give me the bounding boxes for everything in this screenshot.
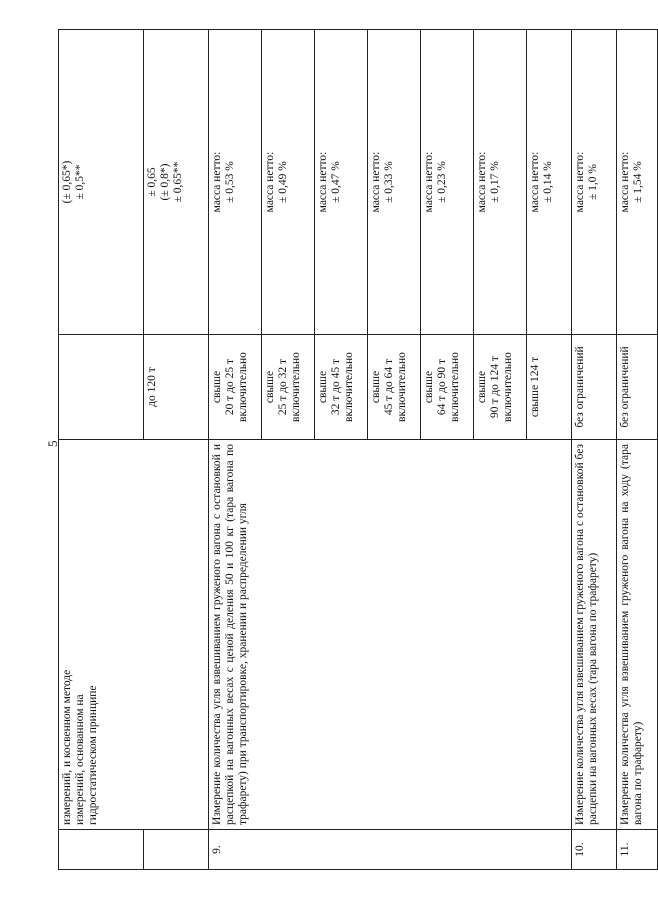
error-line: масса нетто:	[370, 151, 382, 213]
range-cell: без ограничений	[617, 335, 658, 440]
error-line: масса нетто:	[423, 151, 435, 213]
range-cell: до 120 т	[144, 335, 209, 440]
range-line: свыше	[423, 370, 435, 404]
range-line: свыше	[370, 370, 382, 404]
error-cell	[368, 30, 421, 335]
error-cell	[527, 30, 572, 335]
error-cell	[617, 30, 658, 335]
row-number-cell: 9.	[209, 830, 572, 870]
error-cell	[572, 30, 617, 335]
range-line: 20 т до 25 т	[224, 358, 237, 416]
error-line: ± 1,54 %	[632, 161, 645, 203]
range-cell	[315, 335, 368, 440]
range-line: 32 т до 45 т	[330, 358, 343, 416]
range-line: включительно	[396, 352, 409, 422]
error-cell	[209, 30, 262, 335]
range-line: свыше	[264, 370, 276, 404]
error-line: масса нетто:	[619, 151, 631, 213]
method-description-cell: Измерение количества угля взвешиванием груженого вагона на ходу (тара вагона по трафарету)	[617, 440, 658, 830]
error-cell	[144, 30, 209, 335]
error-line: масса нетто:	[529, 151, 541, 213]
error-line: ± 0,65**	[172, 161, 185, 203]
row-number-cell: 11.	[617, 830, 658, 870]
range-line: 64 т до 90 т	[436, 358, 449, 416]
error-line: ± 0,14 %	[542, 161, 555, 203]
range-line: 90 т до 124 т	[489, 356, 502, 418]
row-number-cell: 10.	[572, 830, 617, 870]
range-cell	[527, 335, 572, 440]
range-line: включительно	[449, 352, 462, 422]
error-cell	[474, 30, 527, 335]
table-row	[572, 30, 617, 870]
error-cell	[59, 30, 144, 335]
error-cell	[315, 30, 368, 335]
method-description-cell: Измерение количества угля взвешиванием груженого вагона с остановкой и расцепкой на вагонных весах с ценой деления 50 и 100 кг (тара вагона по трафарету) при транспортировке, хранении и распределении угля	[209, 440, 572, 830]
range-line: 45 т до 64 т	[383, 358, 396, 416]
range-cell	[209, 335, 262, 440]
page-number: 5	[45, 440, 60, 447]
error-line: масса нетто:	[264, 151, 276, 213]
error-line: масса нетто:	[211, 151, 223, 213]
error-line: ± 0,49 %	[277, 161, 290, 203]
description-line: измерений, и косвенном методе	[61, 669, 73, 825]
error-line: ± 0,5**	[74, 164, 87, 200]
table-row	[617, 30, 658, 870]
range-cell	[474, 335, 527, 440]
description-line: гидростатическом принципе	[87, 685, 100, 825]
range-line: свыше 124 т	[529, 356, 541, 418]
range-cell: без ограничений	[572, 335, 617, 440]
error-line: ± 0,47 %	[330, 161, 343, 203]
range-line: свыше	[211, 370, 223, 404]
range-line: включительно	[237, 352, 250, 422]
error-line: ± 0,17 %	[489, 161, 502, 203]
measurement-table	[58, 29, 658, 870]
range-line: свыше	[476, 370, 488, 404]
error-line: масса нетто:	[574, 151, 586, 213]
row-number-cell	[144, 830, 209, 870]
error-line: (± 0,8*)	[159, 163, 172, 201]
range-line: свыше	[317, 370, 329, 404]
range-line: 25 т до 32 т	[277, 358, 290, 416]
range-cell	[368, 335, 421, 440]
range-cell	[262, 335, 315, 440]
error-line: ± 0,53 %	[224, 161, 237, 203]
range-line: включительно	[502, 352, 515, 422]
error-line: (± 0,65*)	[61, 160, 73, 204]
description-line: измерений, основанном на	[74, 694, 87, 825]
error-line: ± 0,33 %	[383, 161, 396, 203]
table-row	[209, 30, 262, 870]
method-description-cell: Измерение количества угля взвешиванием груженого вагона с остановкой без расцепки на вагонных весах (тара вагона по трафарету)	[572, 440, 617, 830]
table-row	[59, 30, 144, 870]
error-line: масса нетто:	[476, 151, 488, 213]
error-line: ± 0,65	[146, 167, 158, 197]
range-cell	[59, 335, 144, 440]
row-number-cell	[59, 830, 144, 870]
method-description-cell	[59, 440, 209, 830]
range-line: включительно	[290, 352, 303, 422]
error-line: ± 0,23 %	[436, 161, 449, 203]
rotated-table-container	[58, 30, 645, 870]
error-line: ± 1,0 %	[587, 163, 600, 201]
error-cell	[262, 30, 315, 335]
error-cell	[421, 30, 474, 335]
error-line: масса нетто:	[317, 151, 329, 213]
range-cell	[421, 335, 474, 440]
range-line: включительно	[343, 352, 356, 422]
